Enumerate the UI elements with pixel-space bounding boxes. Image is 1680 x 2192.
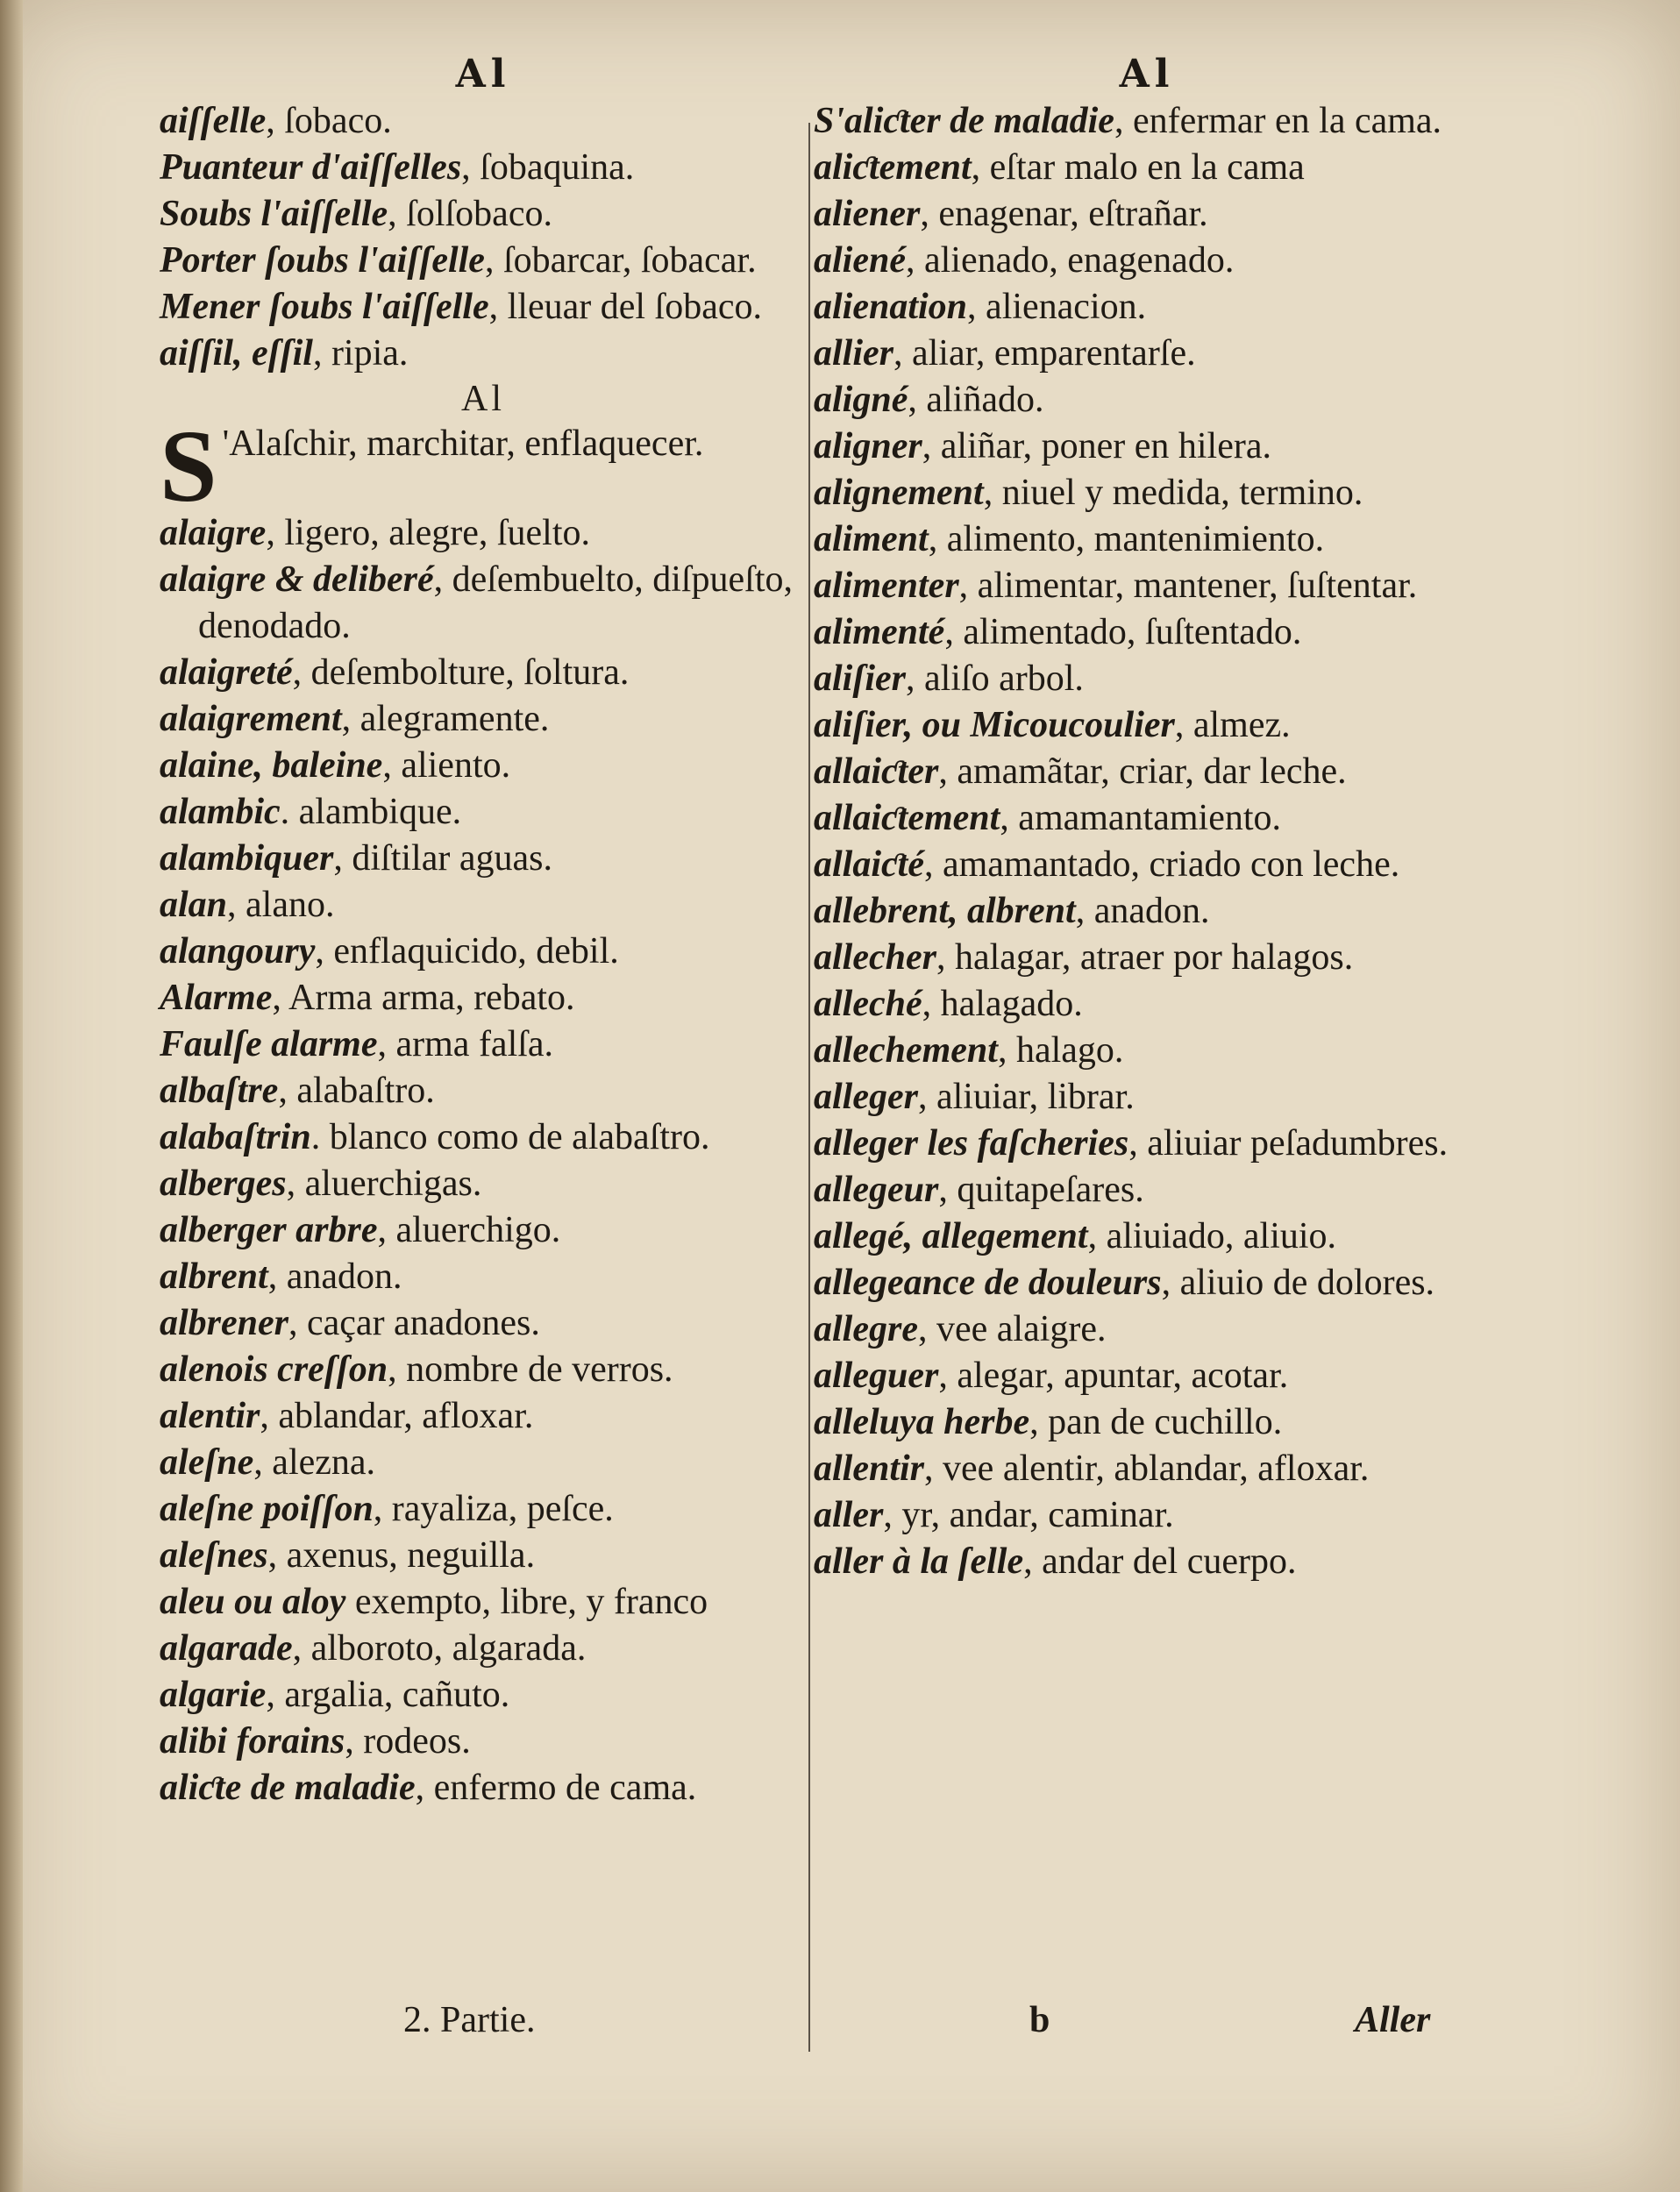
entry-headword: Alarme xyxy=(160,978,273,1018)
entry-headword: alberges xyxy=(160,1164,287,1204)
entry-definition: , aliñar, poner en hilera. xyxy=(922,426,1271,466)
entry-definition: , amamantado, criado con leche. xyxy=(923,844,1400,885)
dictionary-entry xyxy=(814,981,1480,1028)
dictionary-entry xyxy=(814,1306,1480,1353)
dictionary-entry xyxy=(160,238,807,284)
entry-headword: aleu ou aloy xyxy=(160,1582,346,1622)
entry-headword: alaine, baleine xyxy=(160,745,383,786)
dictionary-entry xyxy=(814,1539,1480,1585)
part-footer: 2. Partie. xyxy=(403,2000,536,2040)
entry-definition: , pan de cuchillo. xyxy=(1029,1402,1283,1442)
dictionary-entry xyxy=(814,1074,1480,1121)
entry-headword: S'aliƈter de maladie xyxy=(814,101,1114,141)
entry-headword: aliſier, ou Micoucoulier xyxy=(814,705,1175,745)
entry-headword: aleſne poiſſon xyxy=(160,1489,374,1529)
dictionary-entry xyxy=(160,929,807,975)
entry-definition: , ſolſobaco. xyxy=(388,194,552,234)
entry-definition: , Arma arma, rebato. xyxy=(272,978,575,1018)
entry-headword: alambic xyxy=(160,792,281,832)
dictionary-entry xyxy=(814,1028,1480,1074)
dropcap-text: 'Alaſchir, marchitar, enflaquecer. xyxy=(222,423,704,464)
dictionary-entry xyxy=(160,1672,807,1719)
entry-headword: Soubs l'aiſſelle xyxy=(160,194,388,234)
dictionary-entry xyxy=(814,609,1480,656)
entry-headword: allaiƈtement xyxy=(814,798,1000,838)
entry-definition: . alambique. xyxy=(280,792,462,832)
entry-definition: , argalia, cañuto. xyxy=(266,1675,510,1715)
dictionary-entry xyxy=(160,1347,807,1393)
entry-headword: alaigre xyxy=(160,513,267,553)
entry-headword: allecher xyxy=(814,937,936,978)
entry-headword: allentir xyxy=(814,1448,925,1489)
entry-definition: , amamãtar, criar, dar leche. xyxy=(938,751,1347,792)
right-column xyxy=(814,53,1480,1585)
dictionary-entry xyxy=(160,557,807,650)
entry-headword: Mener ſoubs l'aiſſelle xyxy=(160,287,489,327)
dictionary-entry xyxy=(814,1260,1480,1306)
dictionary-entry xyxy=(814,191,1480,238)
entry-headword: aller xyxy=(814,1495,884,1535)
left-column xyxy=(160,53,807,1811)
entry-headword: alleluya herbe xyxy=(814,1402,1030,1442)
entry-definition: , aliuiar, librar. xyxy=(917,1077,1135,1117)
entry-headword: aleſne xyxy=(160,1442,254,1483)
entry-headword: aiſſelle xyxy=(160,101,267,141)
entry-definition: , halago. xyxy=(997,1030,1124,1071)
entry-definition: , amamantamiento. xyxy=(1000,798,1282,838)
entry-definition: exempto, libre, y franco xyxy=(345,1582,708,1622)
dropcap-entry xyxy=(160,409,807,523)
dictionary-entry xyxy=(814,423,1480,470)
entry-definition: , aliuiar peſadumbres. xyxy=(1128,1123,1449,1164)
entry-headword: Faulſe alarme xyxy=(160,1024,378,1064)
dictionary-entry xyxy=(160,743,807,789)
entry-definition: , alienado, enagenado. xyxy=(905,240,1235,281)
entry-definition: , deſembolture, ſoltura. xyxy=(292,652,630,693)
entry-definition: , rodeos. xyxy=(345,1721,471,1761)
entry-headword: allaiƈter xyxy=(814,751,939,792)
entry-definition: , axenus, neguilla. xyxy=(267,1535,536,1576)
entry-headword: alleger xyxy=(814,1077,918,1117)
entry-headword: alaigrement xyxy=(160,699,342,739)
dictionary-entry xyxy=(160,331,807,377)
entry-headword: allegeance de douleurs xyxy=(814,1263,1162,1303)
entry-definition: , diſtilar aguas. xyxy=(333,838,552,879)
catchword: Aller xyxy=(1355,2000,1431,2040)
dictionary-entry xyxy=(160,836,807,882)
entry-definition: , ablandar, afloxar. xyxy=(260,1396,534,1436)
entry-definition: , halagar, atraer por halagos. xyxy=(936,937,1354,978)
entry-definition: , alegramente. xyxy=(341,699,550,739)
entry-definition: , alegar, apuntar, acotar. xyxy=(938,1356,1289,1396)
dictionary-entry xyxy=(814,1353,1480,1399)
entry-headword: albrener xyxy=(160,1303,288,1343)
dictionary-entry xyxy=(814,284,1480,331)
entry-definition: , ſobarcar, ſobacar. xyxy=(484,240,757,281)
column-divider xyxy=(808,123,810,2052)
entry-headword: aliené xyxy=(814,240,906,281)
dictionary-entry xyxy=(814,656,1480,702)
entry-headword: aligner xyxy=(814,426,922,466)
entry-headword: allier xyxy=(814,333,893,374)
dictionary-entry xyxy=(160,191,807,238)
dictionary-entry xyxy=(814,702,1480,749)
entry-headword: alleger les faſcheries xyxy=(814,1123,1129,1164)
dictionary-entry xyxy=(160,510,807,557)
dictionary-entry xyxy=(160,1486,807,1533)
entry-headword: albaſtre xyxy=(160,1071,279,1111)
entry-definition: , enagenar, eſtrañar. xyxy=(920,194,1208,234)
dictionary-entry xyxy=(814,238,1480,284)
entry-headword: albrent xyxy=(160,1256,268,1297)
dictionary-entry xyxy=(814,1399,1480,1446)
dictionary-entry xyxy=(160,650,807,696)
entry-definition: , anadon. xyxy=(267,1256,402,1297)
dictionary-entry xyxy=(814,145,1480,191)
entry-definition: , quitapeſares. xyxy=(938,1170,1144,1210)
signature-mark: b xyxy=(1029,2000,1050,2040)
entry-definition: , ligero, alegre, ſuelto. xyxy=(266,513,591,553)
entry-headword: aller à la ſelle xyxy=(814,1541,1024,1582)
dictionary-entry xyxy=(160,975,807,1021)
dictionary-entry xyxy=(814,377,1480,423)
entry-headword: alentir xyxy=(160,1396,260,1436)
dictionary-entry xyxy=(160,1068,807,1114)
entry-headword: algarie xyxy=(160,1675,267,1715)
dictionary-entry xyxy=(814,331,1480,377)
entry-definition: , halagado. xyxy=(922,984,1083,1024)
entry-headword: alibi forains xyxy=(160,1721,345,1761)
dictionary-entry xyxy=(814,795,1480,842)
entry-definition: , aliſo arbol. xyxy=(905,658,1084,699)
entry-headword: alaigreté xyxy=(160,652,293,693)
dictionary-entry xyxy=(814,516,1480,563)
entry-headword: alberger arbre xyxy=(160,1210,378,1250)
left-running-header: Al xyxy=(455,52,511,96)
entry-headword: aligné xyxy=(814,380,908,420)
entry-definition: , deſembuelto, diſpueſto, denodado. xyxy=(198,559,794,646)
entry-headword: alienation xyxy=(814,287,968,327)
dictionary-entry xyxy=(160,1021,807,1068)
entry-definition: , aliuio de dolores. xyxy=(1161,1263,1435,1303)
dictionary-entry xyxy=(160,1393,807,1440)
dictionary-entry xyxy=(160,1161,807,1207)
dictionary-entry xyxy=(160,1765,807,1811)
entry-definition: , andar del cuerpo. xyxy=(1023,1541,1297,1582)
dictionary-entry xyxy=(814,1492,1480,1539)
entry-headword: alaigre & deliberé xyxy=(160,559,434,600)
entry-headword: allegé, allegement xyxy=(814,1216,1088,1256)
dictionary-entry xyxy=(160,1626,807,1672)
dictionary-entry xyxy=(160,696,807,743)
dictionary-entry xyxy=(160,1207,807,1254)
entry-definition: , anadon. xyxy=(1075,891,1210,931)
entry-definition: , eſtar malo en la cama xyxy=(971,147,1305,188)
entry-definition: , nombre de verros. xyxy=(388,1349,673,1390)
dictionary-entry xyxy=(814,935,1480,981)
dictionary-entry xyxy=(814,1446,1480,1492)
entry-headword: allechement xyxy=(814,1030,998,1071)
entry-definition: , aliñado. xyxy=(908,380,1044,420)
entry-definition: , enflaquicido, debil. xyxy=(315,931,619,971)
entry-headword: alleché xyxy=(814,984,922,1024)
entry-headword: alleguer xyxy=(814,1356,939,1396)
entry-definition: , aliar, emparentarſe. xyxy=(893,333,1196,374)
dictionary-entry xyxy=(160,1114,807,1161)
entry-headword: alignement xyxy=(814,473,984,513)
entry-definition: , ſobaco. xyxy=(266,101,392,141)
entry-headword: alangoury xyxy=(160,931,316,971)
entry-definition: , alezna. xyxy=(253,1442,376,1483)
dictionary-entry xyxy=(814,842,1480,888)
entry-definition: , rayaliza, peſce. xyxy=(373,1489,614,1529)
entry-headword: Puanteur d'aiſſelles xyxy=(160,147,462,188)
dictionary-entry xyxy=(814,749,1480,795)
entry-headword: allebrent, albrent xyxy=(814,891,1076,931)
entry-definition: , ſobaquina. xyxy=(461,147,635,188)
entry-headword: aliƈtement xyxy=(814,147,972,188)
binding-edge xyxy=(0,0,23,2192)
dictionary-entry xyxy=(160,1579,807,1626)
dictionary-entry xyxy=(160,1533,807,1579)
entry-definition: , alienacion. xyxy=(967,287,1147,327)
entry-definition: , aluerchigas. xyxy=(286,1164,482,1204)
entry-headword: allaiƈté xyxy=(814,844,924,885)
entry-definition: , vee alentir, ablandar, afloxar. xyxy=(924,1448,1370,1489)
entry-headword: aiſſil, eſſil xyxy=(160,333,313,374)
dictionary-entry xyxy=(814,1121,1480,1167)
dictionary-entry xyxy=(160,1254,807,1300)
dictionary-entry xyxy=(814,98,1480,145)
entry-definition: , alabaſtro. xyxy=(278,1071,435,1111)
entry-headword: aliſier xyxy=(814,658,906,699)
entry-definition: , caçar anadones. xyxy=(288,1303,540,1343)
entry-headword: allegeur xyxy=(814,1170,939,1210)
entry-definition: , ripia. xyxy=(312,333,409,374)
dictionary-entry xyxy=(160,98,807,145)
entry-definition: , alimento, mantenimiento. xyxy=(928,519,1325,559)
entry-headword: aliƈte de maladie xyxy=(160,1768,416,1808)
entry-headword: algarade xyxy=(160,1628,293,1669)
entry-definition: , arma falſa. xyxy=(377,1024,554,1064)
entry-headword: alambiquer xyxy=(160,838,334,879)
dropcap-letter: S xyxy=(160,409,217,523)
dictionary-entry xyxy=(814,888,1480,935)
entry-headword: allegre xyxy=(814,1309,918,1349)
dictionary-entry xyxy=(160,1440,807,1486)
entry-definition: , aluerchigo. xyxy=(377,1210,561,1250)
entry-definition: , alimentado, ſuſtentado. xyxy=(944,612,1302,652)
entry-headword: aleſnes xyxy=(160,1535,268,1576)
entry-definition: , alboroto, algarada. xyxy=(292,1628,587,1669)
dictionary-entry xyxy=(160,145,807,191)
entry-definition: , aliento. xyxy=(382,745,511,786)
dictionary-entry xyxy=(160,882,807,929)
section-header: Al xyxy=(461,379,505,419)
entry-headword: alenois creſſon xyxy=(160,1349,388,1390)
dictionary-entry xyxy=(160,789,807,836)
entry-headword: alimenté xyxy=(814,612,945,652)
dictionary-entry xyxy=(160,284,807,331)
right-running-header: Al xyxy=(1119,52,1175,96)
dictionary-entry xyxy=(814,563,1480,609)
entry-definition: , alano. xyxy=(227,885,335,925)
dictionary-entry xyxy=(814,1213,1480,1260)
entry-definition: . blanco como de alabaſtro. xyxy=(310,1117,710,1157)
entry-headword: alan xyxy=(160,885,228,925)
entry-headword: alimenter xyxy=(814,566,959,606)
entry-definition: , alimentar, mantener, ſuſtentar. xyxy=(958,566,1418,606)
entry-definition: , enfermar en la cama. xyxy=(1114,101,1442,141)
dictionary-entry xyxy=(160,1719,807,1765)
entry-definition: , yr, andar, caminar. xyxy=(883,1495,1174,1535)
entry-definition: , vee alaigre. xyxy=(917,1309,1107,1349)
entry-definition: , almez. xyxy=(1174,705,1291,745)
dictionary-entry xyxy=(160,1300,807,1347)
entry-definition: , aliuiado, aliuio. xyxy=(1087,1216,1337,1256)
dictionary-entry xyxy=(814,1167,1480,1213)
entry-headword: alabaſtrin xyxy=(160,1117,311,1157)
entry-headword: aliener xyxy=(814,194,921,234)
entry-definition: , lleuar del ſobaco. xyxy=(488,287,762,327)
dictionary-entry xyxy=(814,470,1480,516)
entry-headword: aliment xyxy=(814,519,929,559)
entry-definition: , niuel y medida, termino. xyxy=(983,473,1363,513)
entry-definition: , enfermo de cama. xyxy=(415,1768,697,1808)
entry-headword: Porter ſoubs l'aiſſelle xyxy=(160,240,485,281)
